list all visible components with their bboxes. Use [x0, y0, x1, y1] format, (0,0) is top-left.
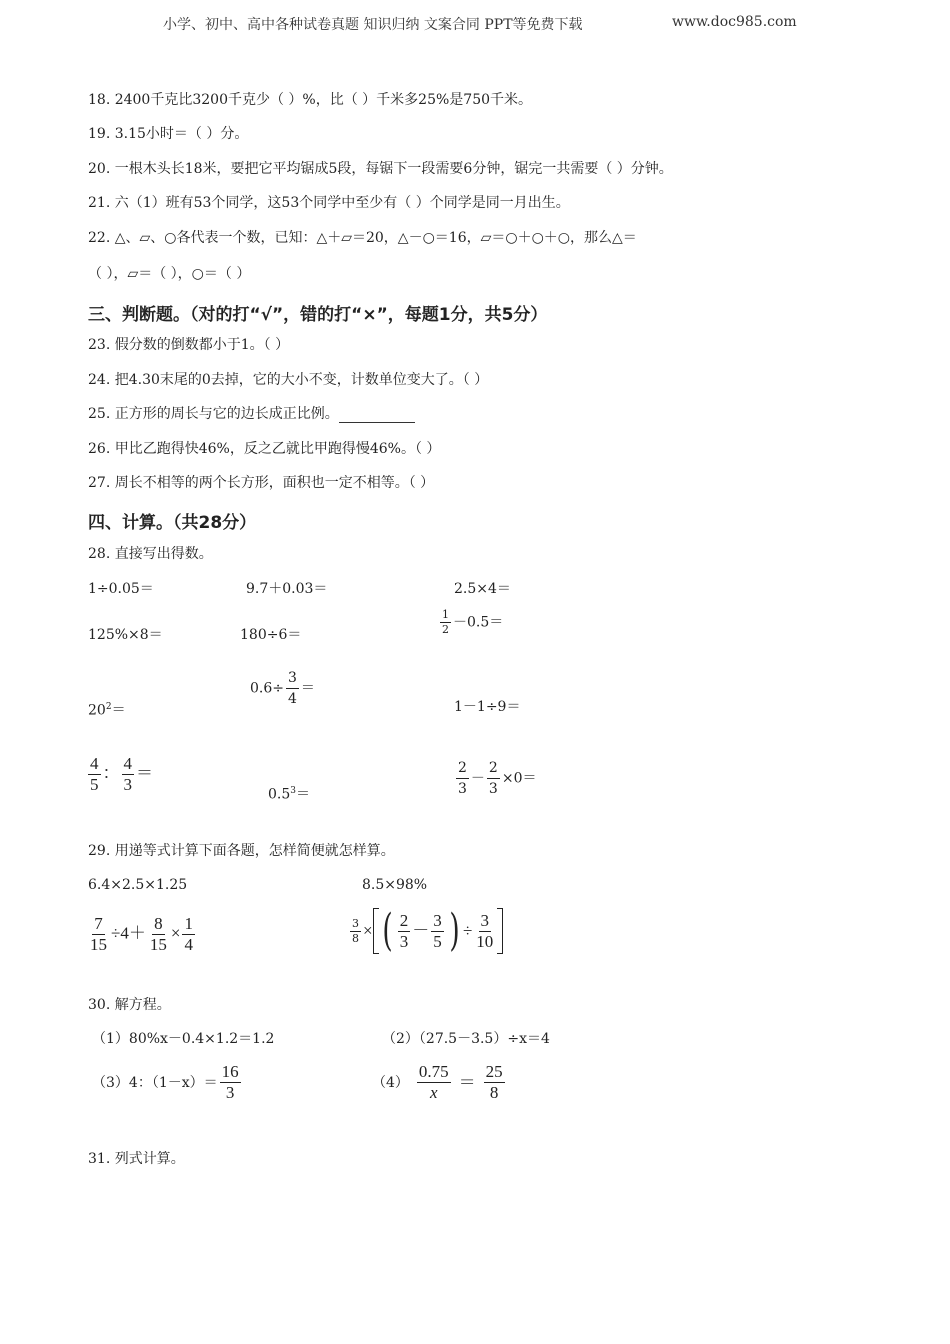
calc-3b: 0.6÷ $\frac{3}{4}$ ＝ — [250, 670, 315, 707]
question-29: 29. 用递等式计算下面各题，怎样简便就怎样算。 — [88, 843, 395, 859]
question-28: 28. 直接写出得数。 — [88, 546, 213, 562]
right-bracket — [497, 908, 503, 954]
question-23: 23. 假分数的倒数都小于1。（ ） — [88, 337, 290, 353]
question-25-text: 25. 正方形的周长与它的边长成正比例。 — [88, 406, 339, 422]
calc-1a: 1÷0.05＝ — [88, 581, 154, 597]
fraction: $\frac{3}{5}$ — [433, 910, 442, 951]
calc-2b: 180÷6＝ — [240, 627, 302, 643]
fraction: $\frac{8}{15}$ — [149, 914, 167, 954]
question-19: 19. 3.15小时＝（ ）分。 — [88, 126, 249, 142]
fraction: $\frac{16}{3}$ — [221, 1062, 239, 1102]
fraction: $\frac{0.75}{x}$ — [418, 1062, 449, 1102]
header-url[interactable]: www.doc985.com — [672, 14, 797, 30]
calc-2a: 125%×8＝ — [88, 627, 163, 643]
equation-1: （1）80%x－0.4×1.2＝1.2 — [92, 1031, 275, 1047]
calc-2c: $\frac{1}{2}$ －0.5＝ — [442, 608, 504, 636]
fraction: $\frac{7}{15}$ — [90, 914, 107, 954]
header-left: 小学、初中、高中各种试卷真题 知识归纳 文案合同 PPT等免费下载 — [163, 17, 583, 33]
question-20: 20. 一根木头长18米，要把它平均锯成5段，每锯下一段需要6分钟，锯完一共需要（ ）分钟。 — [88, 161, 673, 177]
equation-2: （2）（27.5－3.5）÷x＝4 — [382, 1031, 550, 1047]
fraction: $\frac{25}{8}$ — [485, 1062, 503, 1102]
question-25 — [88, 405, 415, 423]
answer-blank — [339, 408, 415, 423]
question-27: 27. 周长不相等的两个长方形，面积也一定不相等。（ ） — [88, 475, 435, 491]
question-26: 26. 甲比乙跑得快46%，反之乙就比甲跑得慢46%。（ ） — [88, 441, 441, 457]
right-paren: ) — [449, 905, 460, 956]
fraction: $\frac{2}{3}$ — [488, 760, 498, 797]
fraction: $\frac{3}{10}$ — [476, 910, 494, 951]
fraction: $\frac{2}{3}$ — [458, 760, 467, 797]
calc-4b: $0.5^3=$ — [268, 786, 310, 803]
left-paren: ( — [382, 905, 393, 956]
question-24: 24. 把4.30末尾的0去掉，它的大小不变，计数单位变大了。（ ） — [88, 372, 489, 388]
calc-3a: $20^2=$ — [88, 702, 126, 719]
calc-4a: $\frac{4}{5}$ ： $\frac{4}{3}$ ＝ — [90, 754, 153, 794]
left-bracket — [373, 908, 379, 954]
calc-3c: 1－1÷9＝ — [454, 699, 521, 715]
calc-29c: $\frac{7}{15}$ ÷4＋ $\frac{8}{15}$ × $\frac{1}{4}$ — [90, 914, 193, 954]
fraction: $\frac{3}{4}$ — [288, 670, 297, 707]
calc-29b: 8.5×98% — [362, 877, 428, 893]
fraction: $\frac{1}{4}$ — [184, 914, 193, 954]
fraction: $\frac{1}{2}$ — [442, 608, 449, 636]
question-18: 18. 2400千克比3200千克少（ ）%，比（ ）千米多25%是750千米。 — [88, 92, 533, 108]
question-31: 31. 列式计算。 — [88, 1151, 185, 1167]
calc-1b: 9.7＋0.03＝ — [246, 581, 328, 597]
equation-4: （4） $\frac{0.75}{x}$ ＝ $\frac{25}{8}$ — [372, 1062, 503, 1102]
question-21: 21. 六（1）班有53个同学，这53个同学中至少有（ ）个同学是同一月出生。 — [88, 195, 570, 211]
calc-29a: 6.4×2.5×1.25 — [88, 877, 188, 893]
question-22: 22. △、▱、○各代表一个数，已知：△＋▱＝20，△－○＝16，▱＝○＋○＋○，那么△＝ — [88, 230, 637, 246]
fraction: $\frac{4}{5}$ — [90, 754, 99, 794]
calc-4c: $\frac{2}{3}$ － $\frac{2}{3}$ ×0＝ — [458, 760, 537, 797]
section-4-title: 四、计算。（共28分） — [88, 513, 257, 533]
fraction: $\frac{3}{8}$ — [352, 916, 359, 945]
equation-3: （3）4：（1－x）＝ $\frac{16}{3}$ — [92, 1062, 239, 1102]
question-22-answers: （ ），▱＝（ ），○＝（ ） — [88, 266, 251, 282]
calc-1c: 2.5×4＝ — [454, 581, 511, 597]
question-30: 30. 解方程。 — [88, 997, 171, 1013]
fraction: $\frac{2}{3}$ — [399, 910, 409, 951]
fraction: $\frac{4}{3}$ — [123, 754, 132, 794]
section-3-title: 三、判断题。（对的打“√”，错的打“×”，每题1分，共5分） — [88, 305, 548, 325]
calc-29d: $\frac{3}{8}$ × ( $\frac{2}{3}$ － $\frac{3}{5}$ ) ÷ $\frac{3}{10}$ — [348, 908, 503, 954]
